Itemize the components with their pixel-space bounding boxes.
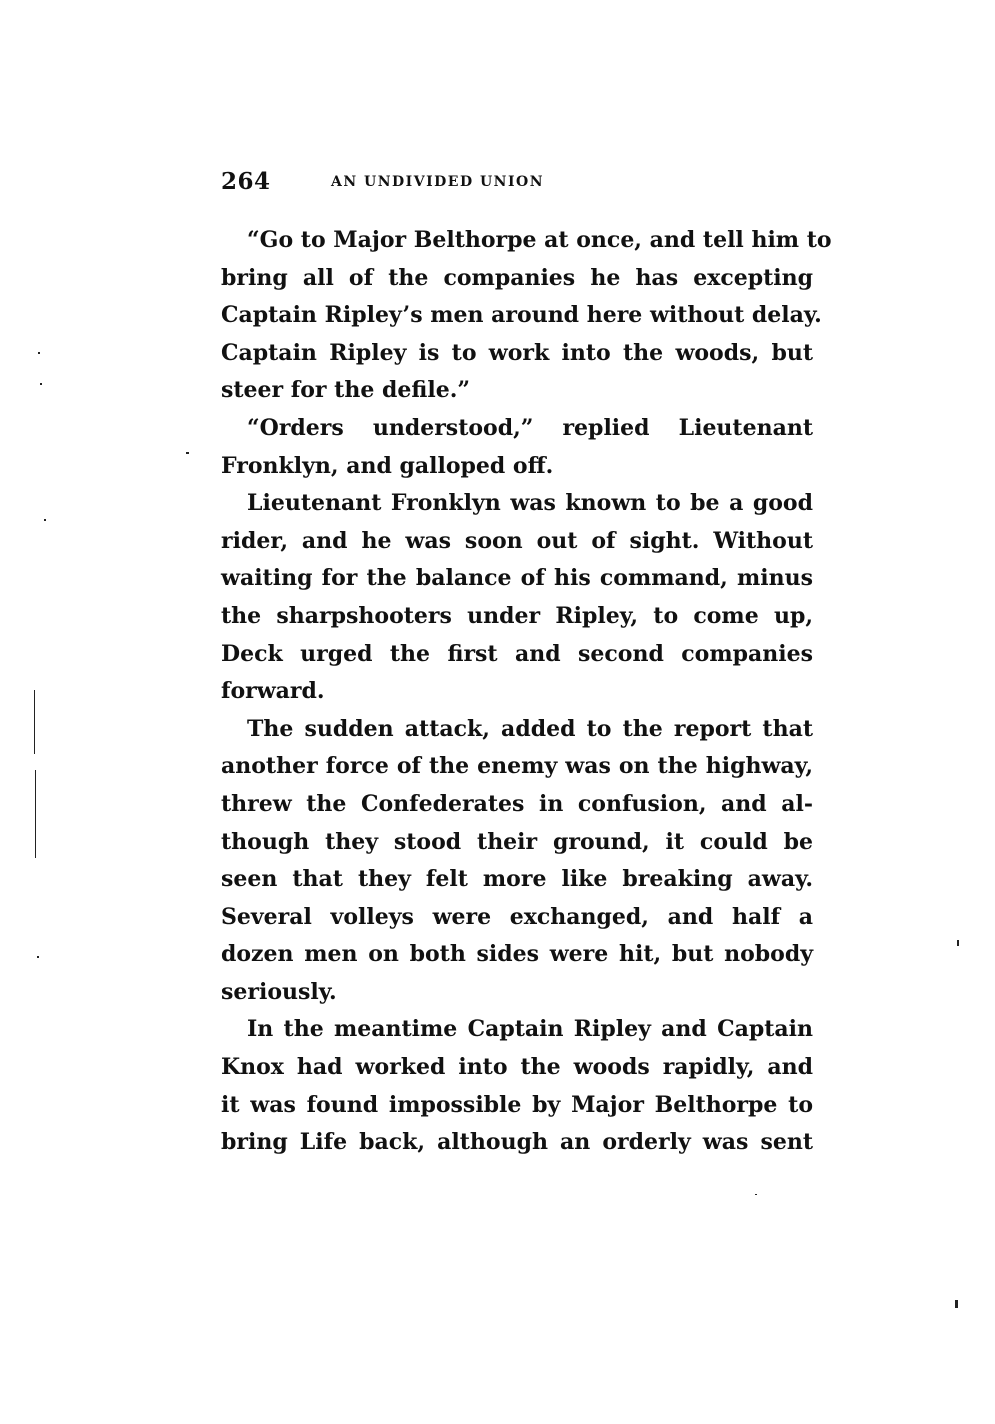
scan-speck <box>40 383 42 385</box>
text-line: “Go to Major Belthorpe at once, and tell him to <box>247 227 832 253</box>
page-header <box>221 168 821 198</box>
text-line: threw the Confederates in confusion, and al- <box>221 790 813 817</box>
scan-speck <box>44 519 46 521</box>
scan-line <box>34 690 35 754</box>
scan-speck <box>755 1194 757 1195</box>
text-line: though they stood their ground, it could be <box>221 828 813 855</box>
text-line: steer for the defile.” <box>221 377 471 404</box>
text-line: another force of the enemy was on the highway, <box>221 753 813 780</box>
body-text <box>221 222 832 1162</box>
page-number: 264 <box>221 168 271 195</box>
text-line: Fronklyn, and galloped off. <box>221 452 554 479</box>
scan-speck <box>957 940 959 946</box>
text-line: Deck urged the first and second companies <box>221 640 813 667</box>
text-line: Several volleys were exchanged, and half a <box>221 903 813 930</box>
text-line: dozen men on both sides were hit, but nobody <box>221 941 813 968</box>
scan-speck <box>38 352 40 354</box>
text-line: “Orders understood,” replied Lieutenant <box>247 414 813 441</box>
text-line: Knox had worked into the woods rapidly, and <box>221 1054 813 1081</box>
text-line: rider, and he was soon out of sight. Without <box>221 527 813 554</box>
text-line: In the meantime Captain Ripley and Captain <box>247 1016 813 1043</box>
running-title: AN UNDIVIDED UNION <box>331 174 545 190</box>
scan-speck <box>955 1300 958 1308</box>
scan-speck <box>186 452 189 454</box>
text-line: Captain Ripley’s men around here without delay. <box>221 302 822 329</box>
text-line: it was found impossible by Major Belthorpe to <box>221 1091 813 1118</box>
text-line: the sharpshooters under Ripley, to come up, <box>221 602 813 629</box>
text-line: bring all of the companies he has excepting <box>221 264 813 291</box>
text-line: bring Life back, although an orderly was sent <box>221 1129 813 1156</box>
text-line: forward. <box>221 678 325 705</box>
scan-speck <box>37 956 39 958</box>
text-line: seriously. <box>221 978 337 1005</box>
text-line: Lieutenant Fronklyn was known to be a good <box>247 490 813 517</box>
text-line: Captain Ripley is to work into the woods, but <box>221 339 813 366</box>
text-line: waiting for the balance of his command, minus <box>221 565 813 592</box>
scan-line <box>35 770 36 858</box>
text-line: seen that they felt more like breaking away. <box>221 866 813 893</box>
text-line: The sudden attack, added to the report that <box>247 715 813 742</box>
